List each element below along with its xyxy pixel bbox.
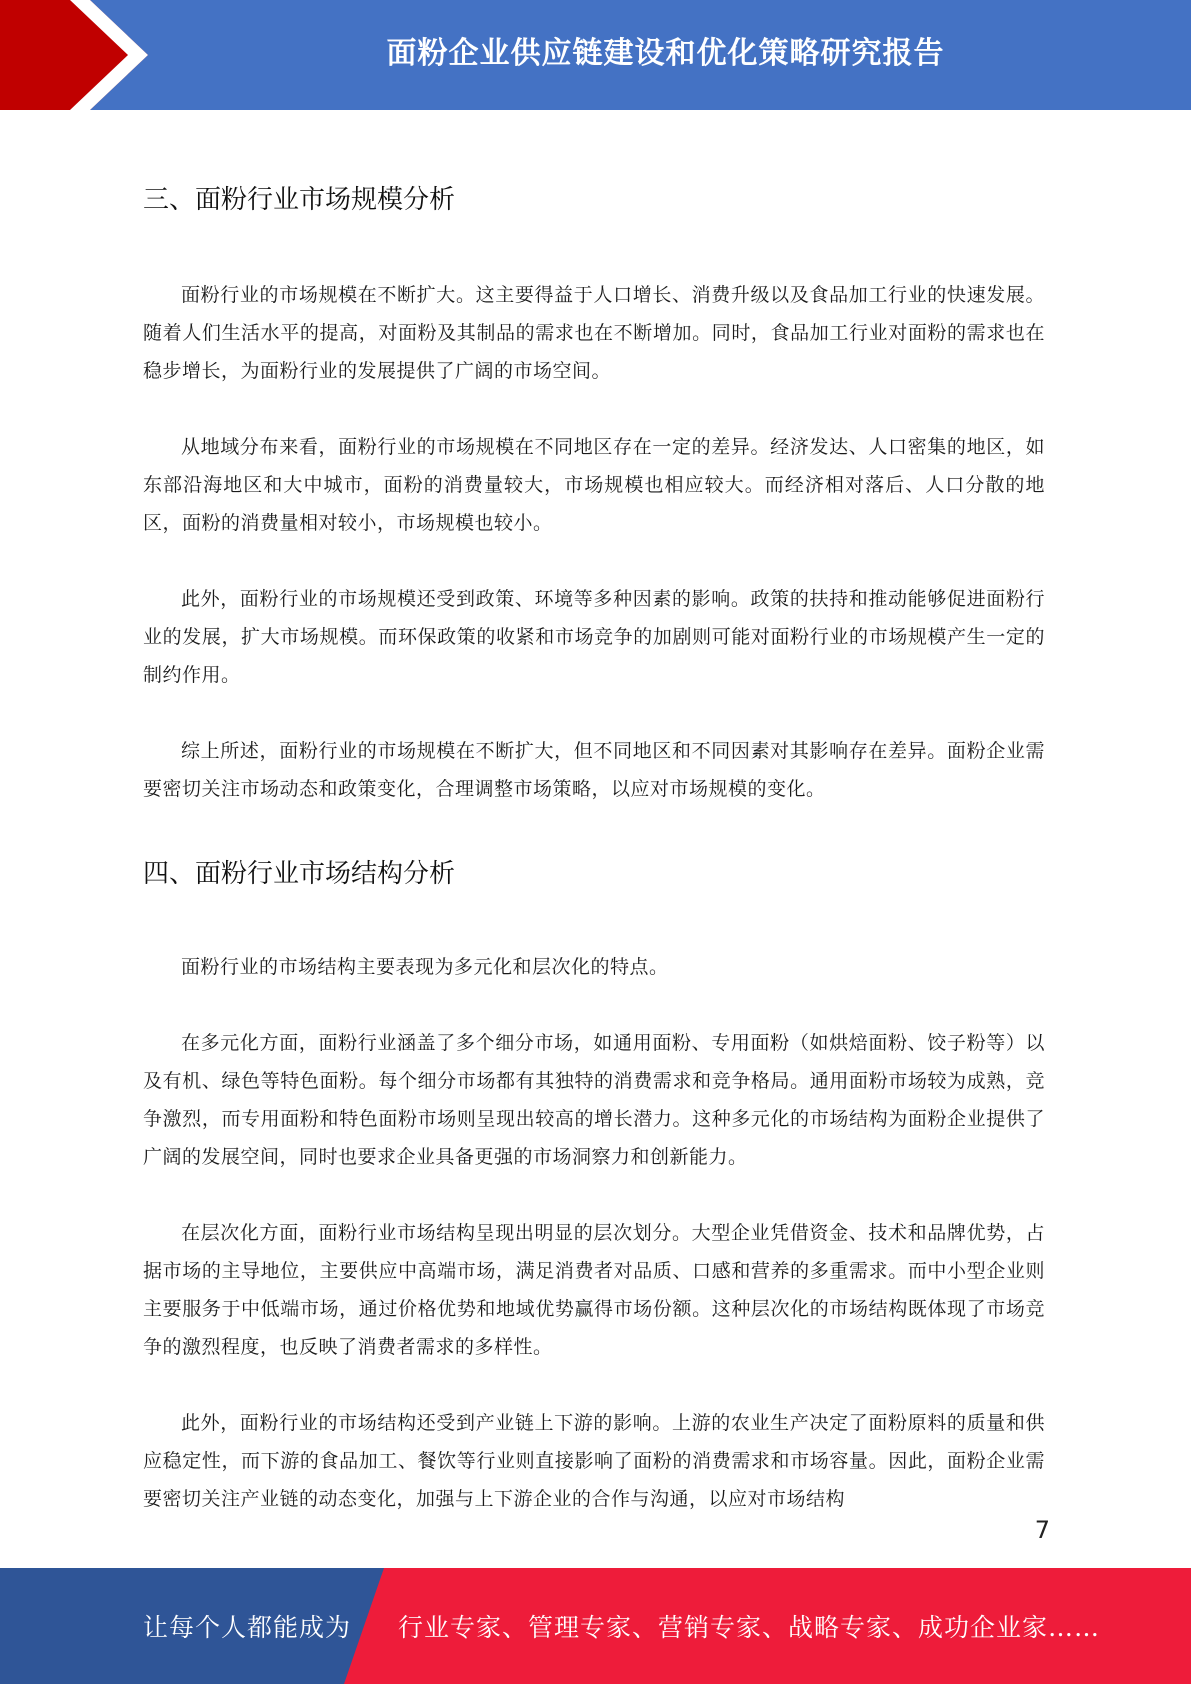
section-title-market-structure: 四、面粉行业市场结构分析 — [143, 859, 456, 889]
paragraph: 在多元化方面，面粉行业涵盖了多个细分市场，如通用面粉、专用面粉（如烘焙面粉、饺子粉等）以及有机、绿色等特色面粉。每个细分市场都有其独特的消费需求和竞争格局。通用面粉市场较为成熟，竞争激烈，而专用面粉和特色面粉市场则呈现出较高的增长潜力。这种多元化的市场结构为面粉企业提供了广阔的发展空间，同时也要求企业具备更强的市场洞察力和创新能力。 — [143, 1032, 1045, 1168]
page-footer — [0, 1568, 1191, 1684]
section-title-market-size: 三、面粉行业市场规模分析 — [143, 185, 456, 215]
main-content — [143, 170, 1045, 1518]
document-title: 面粉企业供应链建设和优化策略研究报告 — [386, 36, 945, 71]
footer-slogan-left: 让每个人都能成为 — [143, 1613, 352, 1642]
page-header — [0, 0, 1191, 110]
paragraph: 面粉行业的市场结构主要表现为多元化和层次化的特点。 — [181, 956, 669, 978]
footer-slogan-right: 行业专家、管理专家、营销专家、战略专家、成功企业家…… — [398, 1613, 1101, 1642]
paragraph: 面粉行业的市场规模在不断扩大。这主要得益于人口增长、消费升级以及食品加工行业的快速发展。随着人们生活水平的提高，对面粉及其制品的需求也在不断增加。同时，食品加工行业对面粉的需求也在稳步增长，为面粉行业的发展提供了广阔的市场空间。 — [143, 284, 1045, 382]
page-number: 7 — [1034, 1516, 1050, 1544]
paragraph: 此外，面粉行业的市场规模还受到政策、环境等多种因素的影响。政策的扶持和推动能够促进面粉行业的发展，扩大市场规模。而环保政策的收紧和市场竞争的加剧则可能对面粉行业的市场规模产生一定的制约作用。 — [143, 588, 1045, 686]
paragraph: 在层次化方面，面粉行业市场结构呈现出明显的层次划分。大型企业凭借资金、技术和品牌优势，占据市场的主导地位，主要供应中高端市场，满足消费者对品质、口感和营养的多重需求。而中小型企业则主要服务于中低端市场，通过价格优势和地域优势赢得市场份额。这种层次化的市场结构既体现了市场竞争的激烈程度，也反映了消费者需求的多样性。 — [143, 1222, 1045, 1358]
paragraph: 综上所述，面粉行业的市场规模在不断扩大，但不同地区和不同因素对其影响存在差异。面粉企业需要密切关注市场动态和政策变化，合理调整市场策略，以应对市场规模的变化。 — [143, 740, 1045, 800]
paragraph: 此外，面粉行业的市场结构还受到产业链上下游的影响。上游的农业生产决定了面粉原料的质量和供应稳定性，而下游的食品加工、餐饮等行业则直接影响了面粉的消费需求和市场容量。因此，面粉企业需要密切关注产业链的动态变化，加强与上下游企业的合作与沟通，以应对市场结构 — [143, 1412, 1045, 1510]
paragraph: 从地域分布来看，面粉行业的市场规模在不同地区存在一定的差异。经济发达、人口密集的地区，如东部沿海地区和大中城市，面粉的消费量较大，市场规模也相应较大。而经济相对落后、人口分散的地区，面粉的消费量相对较小，市场规模也较小。 — [143, 436, 1045, 534]
